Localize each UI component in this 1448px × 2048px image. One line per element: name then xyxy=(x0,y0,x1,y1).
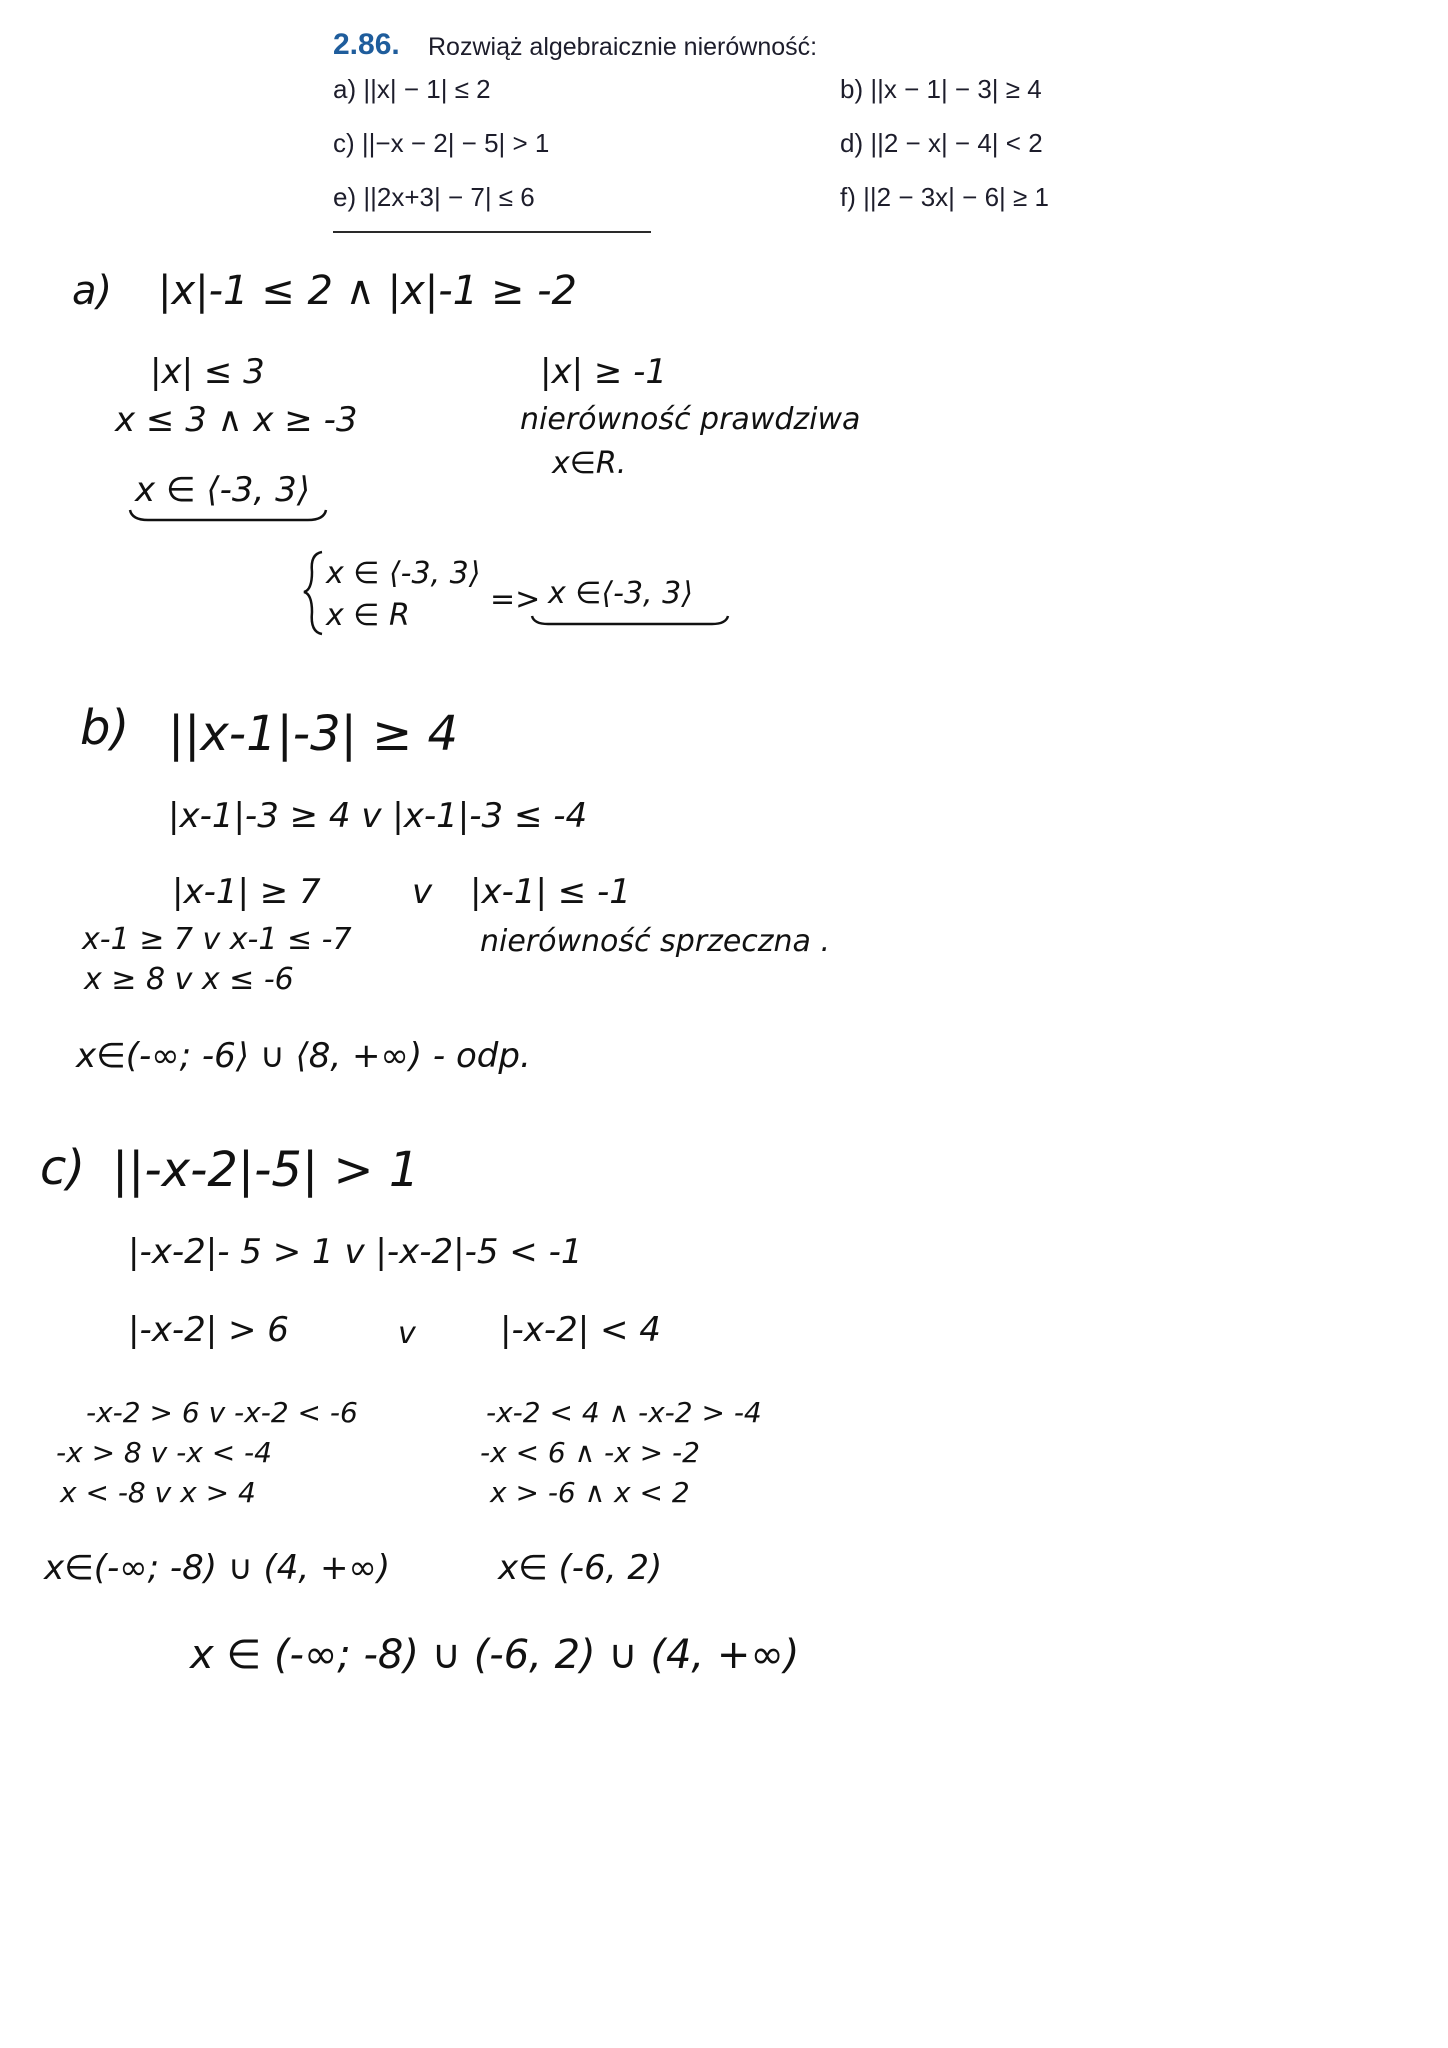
exercise-expression: ||x − 1| − 3| ≥ 4 xyxy=(870,74,1042,104)
exercise-expression: ||2 − x| − 4| < 2 xyxy=(870,128,1043,158)
part-a-system1: x ∈ ⟨-3, 3⟩ xyxy=(326,556,481,591)
part-b-answer: x∈(-∞; -6⟩ ∪ ⟨8, +∞) - odp. xyxy=(76,1036,531,1076)
part-c-final-answer: x ∈ (-∞; -8) ∪ (-6, 2) ∪ (4, +∞) xyxy=(190,1632,800,1678)
part-a-label: a) xyxy=(72,268,113,314)
exercise-label: b) xyxy=(840,74,864,104)
exercise-e xyxy=(333,182,535,213)
problem-prompt: Rozwiąż algebraicznie nierówność: xyxy=(428,33,818,61)
part-b-main: ||x-1|-3| ≥ 4 xyxy=(168,706,459,762)
part-a-left3: x ∈ ⟨-3, 3⟩ xyxy=(135,470,311,510)
part-c-right-result: x∈ (-6, 2) xyxy=(498,1548,663,1588)
part-b-line4: x ≥ 8 v x ≤ -6 xyxy=(84,962,294,997)
exercise-label: a) xyxy=(333,74,357,104)
exercise-expression: ||2 − 3x| − 6| ≥ 1 xyxy=(863,182,1049,212)
part-a-right3: x∈R. xyxy=(552,446,627,481)
part-c-line1: |-x-2|- 5 > 1 v |-x-2|-5 < -1 xyxy=(128,1232,583,1272)
part-b-line1: |x-1|-3 ≥ 4 v |x-1|-3 ≤ -4 xyxy=(168,796,588,836)
exercise-a xyxy=(333,74,491,105)
header-divider xyxy=(333,231,651,233)
exercise-label: c) xyxy=(333,128,355,158)
part-b-line2-right: |x-1| ≤ -1 xyxy=(470,872,631,912)
part-c-right-step2: -x < 6 ∧ -x > -2 xyxy=(480,1436,700,1469)
exercise-expression: ||x| − 1| ≤ 2 xyxy=(363,74,491,104)
exercise-expression: ||2x+3| − 7| ≤ 6 xyxy=(363,182,535,212)
problem-number: 2.86. xyxy=(333,28,400,61)
part-c-label: c) xyxy=(40,1140,86,1196)
part-c-line2-right: |-x-2| < 4 xyxy=(500,1310,661,1350)
part-a-result: x ∈⟨-3, 3⟩ xyxy=(548,576,693,611)
underline-brace xyxy=(128,506,328,526)
exercise-f xyxy=(840,182,1049,213)
part-c-left-step2: -x > 8 v -x < -4 xyxy=(56,1436,272,1469)
exercise-c xyxy=(333,128,549,159)
implies-arrow: => xyxy=(490,582,541,617)
part-c-left-step1: -x-2 > 6 v -x-2 < -6 xyxy=(86,1396,358,1429)
exercise-b xyxy=(840,74,1042,105)
part-c-left-step3: x < -8 v x > 4 xyxy=(60,1476,256,1509)
part-b-label: b) xyxy=(80,700,130,756)
exercise-label: d) xyxy=(840,128,864,158)
underline-brace xyxy=(530,612,730,632)
part-c-main: ||-x-2|-5| > 1 xyxy=(112,1142,420,1198)
part-a-system2: x ∈ R xyxy=(326,598,410,633)
part-b-line3-left: x-1 ≥ 7 v x-1 ≤ -7 xyxy=(82,922,352,957)
part-c-or: v xyxy=(398,1316,416,1351)
part-b-line3-right: nierówność sprzeczna . xyxy=(480,924,830,959)
exercise-label: e) xyxy=(333,182,357,212)
part-c-left-result: x∈(-∞; -8) ∪ (4, +∞) xyxy=(44,1548,391,1588)
exercise-label: f) xyxy=(840,182,856,212)
part-a-right1: |x| ≥ -1 xyxy=(540,352,668,392)
exercise-expression: ||−x − 2| − 5| > 1 xyxy=(361,128,550,158)
part-b-line2-left: |x-1| ≥ 7 xyxy=(172,872,321,912)
part-a-left1: |x| ≤ 3 xyxy=(150,352,265,392)
part-a-left2: x ≤ 3 ∧ x ≥ -3 xyxy=(115,400,358,440)
part-c-line2-left: |-x-2| > 6 xyxy=(128,1310,289,1350)
part-b-or: v xyxy=(412,872,433,912)
part-a-line1: |x|-1 ≤ 2 ∧ |x|-1 ≥ -2 xyxy=(158,268,577,314)
part-c-right-step1: -x-2 < 4 ∧ -x-2 > -4 xyxy=(486,1396,762,1429)
part-c-right-step3: x > -6 ∧ x < 2 xyxy=(490,1476,690,1509)
part-a-right2: nierówność prawdziwa xyxy=(520,402,861,437)
exercise-d xyxy=(840,128,1043,159)
